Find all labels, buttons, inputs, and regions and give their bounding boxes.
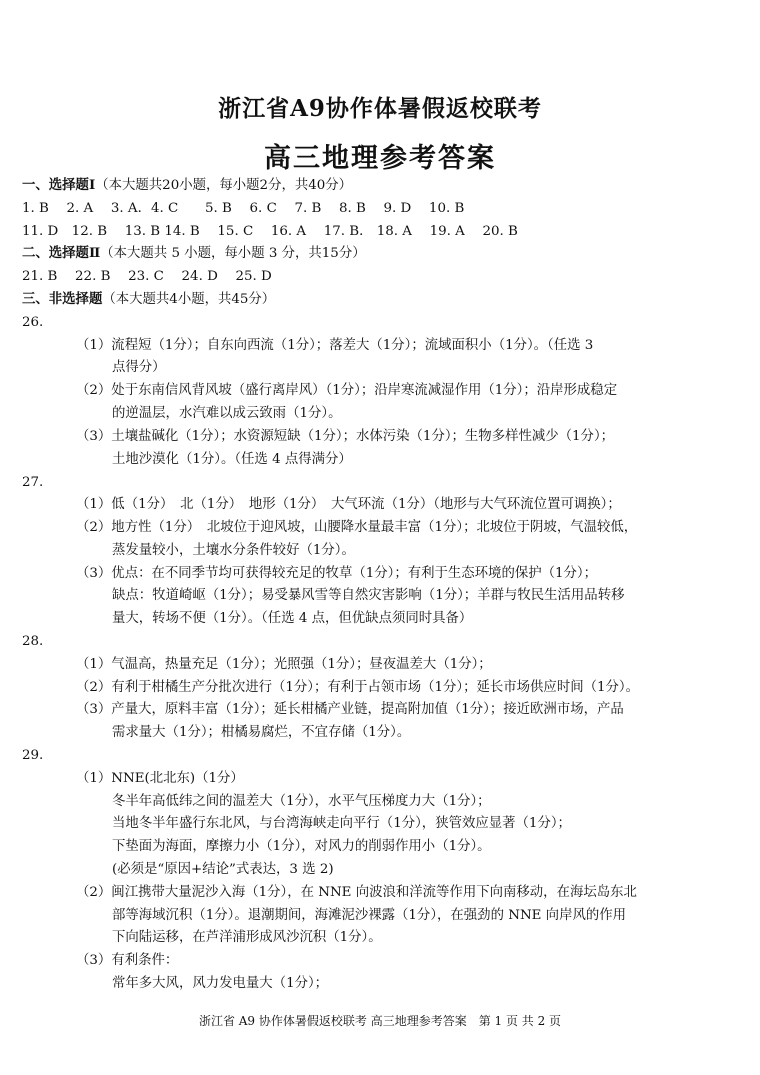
q29-line-5: (必须是“原因+结论”式表达，3 选 2)	[112, 862, 334, 877]
section-1-note: （本大题共20小题，每小题2分，共40分）	[95, 178, 353, 193]
q27-line-5: 缺点：牧道崎岖（1分）；易受暴风雪等自然灾害影响（1分）；羊群与牧民生活用品转移	[112, 588, 625, 603]
answers-row-3: 21. B 22. B 23. C 24. D 25. D	[22, 269, 272, 284]
q29-line-1: （1）NNE(北北东)（1分）	[76, 771, 244, 786]
q28-line-2: （2）有利于柑橘生产分批次进行（1分）；有利于占领市场（1分）；延长市场供应时间（1分）。	[76, 680, 639, 695]
question-27-number: 27.	[22, 475, 44, 490]
q28-line-3: （3）产量大，原料丰富（1分）；延长柑橘产业链，提高附加值（1分）；接近欧洲市场，产品	[76, 702, 624, 717]
section-3-heading	[22, 293, 275, 306]
q29-line-10: 常年多大风，风力发电量大（1分）；	[112, 976, 329, 991]
section-3-note: （本大题共4小题，共45分）	[102, 292, 276, 307]
section-2-heading	[22, 247, 366, 260]
q29-line-3: 当地冬半年盛行东北风，与台湾海峡走向平行（1分），狭管效应显著（1分）；	[112, 816, 571, 831]
q26-line-2: 点得分）	[112, 360, 166, 375]
q29-line-6: （2）闽江携带大量泥沙入海（1分），在 NNE 向波浪和洋流等作用下向南移动，在海坛岛东北	[76, 885, 637, 900]
q29-line-8: 下向陆运移，在芦洋浦形成风沙沉积（1分）。	[112, 930, 382, 945]
exam-title: 浙江省A9协作体暑假返校联考	[218, 95, 542, 122]
question-29-number: 29.	[22, 748, 44, 763]
answers-row-1: 1. B 2. A 3. A．4. C 5. B 6. C 7. B 8. B 9. D 10. B	[22, 201, 465, 216]
q27-line-2: （2）地方性（1分） 北坡位于迎风坡，山腰降水量最丰富（1分）；北坡位于阴坡，气温较低，	[76, 520, 638, 535]
q26-line-5: （3）土壤盐碱化（1分）；水资源短缺（1分）；水体污染（1分）；生物多样性减少（1分）；	[76, 429, 615, 444]
q28-line-4: 需求量大（1分）；柑橘易腐烂，不宜存储（1分）。	[112, 725, 411, 740]
q27-line-3: 蒸发量较小，土壤水分条件较好（1分）。	[112, 543, 355, 558]
q29-line-2: 冬半年高低纬之间的温差大（1分），水平气压梯度力大（1分）；	[112, 794, 491, 809]
section-2-note: （本大题共 5 小题，每小题 3 分，共15分）	[100, 246, 366, 261]
document-title: 高三地理参考答案	[264, 143, 496, 174]
q26-line-6: 土地沙漠化（1分）。（任选 4 点得满分）	[112, 452, 352, 467]
q27-line-1: （1）低（1分） 北（1分） 地形（1分） 大气环流（1分）（地形与大气环流位置可调换）；	[76, 497, 621, 512]
section-1-label: 一、选择题Ⅰ	[22, 177, 96, 193]
q29-line-9: （3）有利条件：	[76, 953, 179, 968]
q27-line-6: 量大，转场不便（1分）。（任选 4 点，但优缺点须同时具备）	[112, 611, 473, 626]
section-1-heading	[22, 179, 352, 192]
question-26-number: 26.	[22, 315, 44, 330]
page-footer: 浙江省 A9 协作体暑假返校联考 高三地理参考答案 第 1 页 共 2 页	[198, 1014, 562, 1028]
q27-line-4: （3）优点：在不同季节均可获得较充足的牧草（1分）；有利于生态环境的保护（1分）；	[76, 566, 597, 581]
q28-line-1: （1）气温高，热量充足（1分）；光照强（1分）；昼夜温差大（1分）；	[76, 657, 492, 672]
q26-line-1: （1）流程短（1分）；自东向西流（1分）；落差大（1分）；流域面积小（1分）。（任选 3	[76, 338, 594, 353]
q26-line-3: （2）处于东南信风背风坡（盛行离岸风）（1分）；沿岸寒流减湿作用（1分）；沿岸形成稳定	[76, 383, 618, 398]
q29-line-7: 部等海域沉积（1分）。退潮期间，海滩泥沙裸露（1分），在强劲的 NNE 向岸风的作用	[112, 908, 627, 923]
answers-row-2: 11. D 12. B 13. B 14. B 15. C 16. A 17. B． 18. A 19. A 20. B	[22, 224, 518, 239]
q26-line-4: 的逆温层，水汽难以成云致雨（1分）。	[112, 406, 342, 421]
question-28-number: 28.	[22, 634, 44, 649]
section-3-label: 三、非选择题	[22, 291, 103, 307]
section-2-label: 二、选择题Ⅱ	[22, 245, 101, 261]
q29-line-4: 下垫面为海面，摩擦力小（1分），对风力的削弱作用小（1分）。	[112, 839, 491, 854]
